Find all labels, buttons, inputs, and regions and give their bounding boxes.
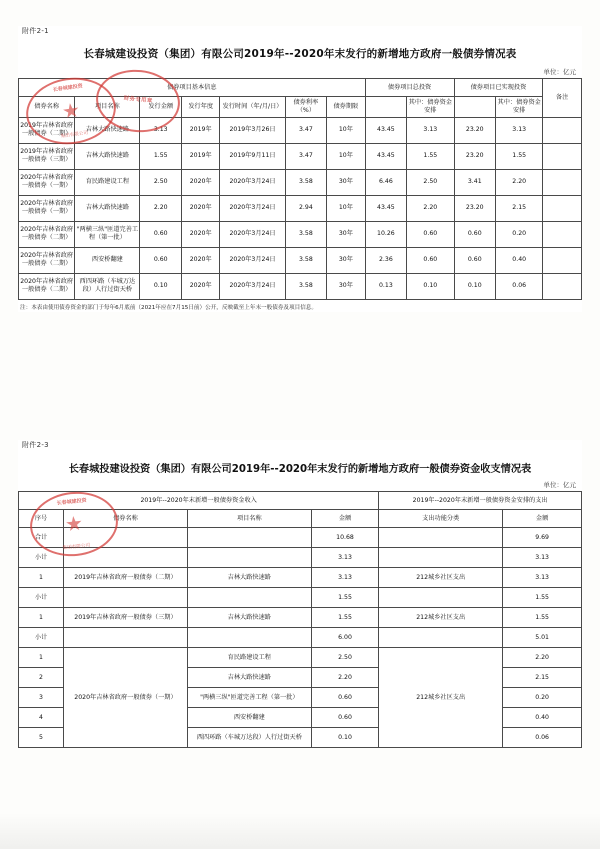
cell-amount-income: 1.55 — [311, 608, 379, 628]
th-amount-income: 金额 — [311, 510, 379, 528]
cell-project-name: 西四环路（车城万达段）人行过街天桥 — [187, 728, 311, 748]
table-row-subtotal — [19, 628, 582, 648]
unit-label-top: 单位：亿元 — [543, 68, 576, 76]
table-row — [19, 648, 582, 668]
cell-issue-year: 2020年 — [181, 195, 220, 221]
attachment-number-top: 附件2-1 — [22, 27, 49, 35]
th-remark: 备注 — [543, 79, 582, 118]
cell-amount-expense: 1.55 — [503, 608, 582, 628]
cell-bond-name: 2020年吉林省政府一般债券（二期） — [19, 221, 75, 247]
th-seq: 序号 — [19, 510, 64, 528]
cell-function-class: 212城乡社区支出 — [379, 608, 503, 628]
cell-bond-name: 2020年吉林省政府一般债券（二期） — [19, 273, 75, 299]
cell-issue-date: 2019年9月11日 — [220, 143, 285, 169]
cell-issue-year: 2020年 — [181, 221, 220, 247]
cell-function-class — [379, 528, 503, 548]
cell-term: 30年 — [327, 221, 366, 247]
cell-rate: 3.58 — [285, 273, 326, 299]
table-note: 注：本表由使用债券资金的部门于每年6月底前（2021年应在7月15日前）公开，反映截至上年末一般债券及项目信息。 — [20, 304, 317, 311]
cell-amount-expense: 2.20 — [503, 648, 582, 668]
cell-rate: 3.58 — [285, 247, 326, 273]
cell-actual-bond-fund: 0.20 — [496, 221, 543, 247]
document-section-top — [18, 26, 582, 312]
seal-bottom-text: 集团有限公司 — [62, 543, 91, 552]
cell-remark — [543, 117, 582, 143]
cell-actual-invest: 0.60 — [454, 247, 495, 273]
bond-issuance-table — [18, 78, 582, 300]
cell-remark — [543, 195, 582, 221]
cell-remark — [543, 143, 582, 169]
cell-total-bond-fund: 0.60 — [407, 221, 454, 247]
cell-issue-date: 2019年3月26日 — [220, 117, 285, 143]
cell-actual-invest: 23.20 — [454, 195, 495, 221]
cell-project-name — [187, 528, 311, 548]
cell-term: 10年 — [327, 143, 366, 169]
cell-seq: 2 — [19, 668, 64, 688]
cell-amount-expense: 5.01 — [503, 628, 582, 648]
cell-total-invest: 2.36 — [365, 247, 406, 273]
cell-remark — [543, 273, 582, 299]
table-row — [19, 247, 582, 273]
cell-amount-income: 2.50 — [311, 648, 379, 668]
cell-total-bond-fund: 2.50 — [407, 169, 454, 195]
cell-issue-date: 2020年3月24日 — [220, 247, 285, 273]
cell-bond-name: 2019年吉林省政府一般债券（二期） — [64, 568, 188, 588]
cell-amount-income: 0.60 — [311, 708, 379, 728]
cell-rate: 3.47 — [285, 143, 326, 169]
cell-amount-expense: 0.20 — [503, 688, 582, 708]
cell-function-class — [379, 548, 503, 568]
cell-remark — [543, 221, 582, 247]
cell-project-name: 吉林大路快速路 — [75, 195, 140, 221]
th-group-invest: 债券项目总投资 — [365, 79, 454, 97]
table-row — [19, 608, 582, 628]
cell-project-name — [187, 588, 311, 608]
page-title-top: 长春城建设投资（集团）有限公司2019年--2020年末发行的新增地方政府一般债券情况表 — [83, 48, 517, 60]
cell-total-bond-fund: 3.13 — [407, 117, 454, 143]
cell-total-invest: 43.45 — [365, 143, 406, 169]
cell-actual-bond-fund: 2.20 — [496, 169, 543, 195]
cell-bond-name: 2020年吉林省政府一般债券（一期） — [64, 648, 188, 748]
th-issue-amount: 发行金额 — [140, 97, 181, 118]
cell-total-bond-fund: 0.10 — [407, 273, 454, 299]
th-bond-name-2: 债券名称 — [64, 510, 188, 528]
cell-project-name: 西安桥翻建 — [187, 708, 311, 728]
th-rate: 债券利率（%） — [285, 97, 326, 118]
cell-project-name: "两横三纵"匝道完善工程（第一批） — [187, 688, 311, 708]
cell-bond-name — [64, 528, 188, 548]
th-term: 债券期限 — [327, 97, 366, 118]
cell-bond-name: 2019年吉林省政府一般债券（三期） — [19, 143, 75, 169]
cell-actual-bond-fund: 0.40 — [496, 247, 543, 273]
attachment-number-bottom: 附件2-3 — [22, 441, 49, 449]
seal-top-text: 长春城建投资 — [52, 83, 84, 94]
cell-remark — [543, 169, 582, 195]
cell-amount-expense: 0.06 — [503, 728, 582, 748]
th-issue-year: 发行年度 — [181, 97, 220, 118]
cell-actual-invest: 0.10 — [454, 273, 495, 299]
cell-function-class: 212城乡社区支出 — [379, 568, 503, 588]
cell-issue-year: 2020年 — [181, 247, 220, 273]
cell-actual-invest: 23.20 — [454, 117, 495, 143]
cell-function-class: 212城乡社区支出 — [379, 648, 503, 748]
cell-project-name: 吉林大路快速路 — [187, 668, 311, 688]
cell-issue-date: 2020年3月24日 — [220, 169, 285, 195]
cell-total-invest: 6.46 — [365, 169, 406, 195]
cell-issue-year: 2019年 — [181, 143, 220, 169]
cell-term: 10年 — [327, 195, 366, 221]
cell-issue-amount: 0.60 — [140, 221, 181, 247]
cell-amount-expense: 9.69 — [503, 528, 582, 548]
cell-amount-income: 0.60 — [311, 688, 379, 708]
cell-total-bond-fund: 2.20 — [407, 195, 454, 221]
cell-issue-amount: 0.10 — [140, 273, 181, 299]
cell-seq: 1 — [19, 608, 64, 628]
cell-actual-bond-fund: 1.55 — [496, 143, 543, 169]
cell-project-name: 育民路建设工程 — [75, 169, 140, 195]
table-row — [19, 195, 582, 221]
cell-amount-expense: 0.40 — [503, 708, 582, 728]
cell-amount-expense: 1.55 — [503, 588, 582, 608]
cell-term: 30年 — [327, 169, 366, 195]
cell-term: 30年 — [327, 247, 366, 273]
bond-issuance-body — [19, 117, 582, 299]
table-row — [19, 273, 582, 299]
th-amount-expense: 金额 — [503, 510, 582, 528]
cell-project-name — [187, 548, 311, 568]
cell-issue-amount: 1.55 — [140, 143, 181, 169]
cell-issue-date: 2020年3月24日 — [220, 221, 285, 247]
cell-total-bond-fund: 1.55 — [407, 143, 454, 169]
cell-actual-invest: 3.41 — [454, 169, 495, 195]
th-group-basic: 债券项目基本信息 — [19, 79, 366, 97]
cell-remark — [543, 247, 582, 273]
cell-project-name: "两横三纵"匝道完善工程（第一批） — [75, 221, 140, 247]
cell-issue-amount: 2.50 — [140, 169, 181, 195]
cell-project-name: 吉林大路快速路 — [187, 608, 311, 628]
th-function-class: 支出功能分类 — [379, 510, 503, 528]
cell-function-class — [379, 628, 503, 648]
cell-seq: 小计 — [19, 588, 64, 608]
cell-amount-income: 2.20 — [311, 668, 379, 688]
th-project-name-2: 项目名称 — [187, 510, 311, 528]
th-total-invest — [365, 97, 406, 118]
cell-total-invest: 43.45 — [365, 117, 406, 143]
th-project-name: 项目名称 — [75, 97, 140, 118]
cell-seq: 5 — [19, 728, 64, 748]
table-row — [19, 568, 582, 588]
th-actual-bond-fund: 其中：债券资金安排 — [496, 97, 543, 118]
cell-total-invest: 43.45 — [365, 195, 406, 221]
table-row-subtotal — [19, 548, 582, 568]
document-section-bottom — [18, 440, 582, 748]
cell-seq: 1 — [19, 568, 64, 588]
cell-amount-expense: 3.13 — [503, 568, 582, 588]
table-row — [19, 117, 582, 143]
cell-issue-amount: 3.13 — [140, 117, 181, 143]
table-row — [19, 169, 582, 195]
th-group-income: 2019年--2020年末新增一般债券资金收入 — [19, 492, 379, 510]
cell-bond-name: 2019年吉林省政府一般债券（二期） — [19, 117, 75, 143]
cell-bond-name: 2019年吉林省政府一般债券（三期） — [64, 608, 188, 628]
cell-amount-expense: 2.15 — [503, 668, 582, 688]
unit-label-bottom: 单位：亿元 — [543, 481, 576, 489]
cell-term: 10年 — [327, 117, 366, 143]
cell-seq: 1 — [19, 648, 64, 668]
cell-project-name: 吉林大路快速路 — [75, 117, 140, 143]
cell-actual-invest: 0.60 — [454, 221, 495, 247]
th-total-bond-fund: 其中：债券资金安排 — [407, 97, 454, 118]
cell-project-name: 西安桥翻建 — [75, 247, 140, 273]
cell-project-name: 育民路建设工程 — [187, 648, 311, 668]
cell-issue-year: 2020年 — [181, 169, 220, 195]
seal-label: 财务专用章 — [123, 95, 153, 105]
th-bond-name: 债券名称 — [19, 97, 75, 118]
cell-bond-name: 2020年吉林省政府一般债券（一期） — [19, 169, 75, 195]
cell-rate: 3.47 — [285, 117, 326, 143]
table-row-subtotal — [19, 588, 582, 608]
seal-bottom-text: 集团有限公司 — [60, 130, 89, 140]
cell-issue-year: 2019年 — [181, 117, 220, 143]
cell-bond-name — [64, 548, 188, 568]
th-group-expense: 2019年--2020年末新增一般债券资金安排的支出 — [379, 492, 582, 510]
cell-issue-date: 2020年3月24日 — [220, 273, 285, 299]
cell-issue-amount: 2.20 — [140, 195, 181, 221]
cell-amount-income: 1.55 — [311, 588, 379, 608]
cell-seq: 小计 — [19, 628, 64, 648]
cell-total-invest: 10.26 — [365, 221, 406, 247]
cell-term: 30年 — [327, 273, 366, 299]
th-group-actual: 债券项目已实现投资 — [454, 79, 543, 97]
cell-actual-invest: 23.20 — [454, 143, 495, 169]
table-row-total — [19, 528, 582, 548]
table-row — [19, 221, 582, 247]
page-title-bottom: 长春城投建设投资（集团）有限公司2019年--2020年末发行的新增地方政府一般债券资金收支情况表 — [68, 464, 532, 475]
cell-seq: 3 — [19, 688, 64, 708]
cell-bond-name: 2020年吉林省政府一般债券（一期） — [19, 195, 75, 221]
bond-fund-flow-body — [19, 528, 582, 748]
cell-rate: 2.94 — [285, 195, 326, 221]
cell-function-class — [379, 588, 503, 608]
cell-total-bond-fund: 0.60 — [407, 247, 454, 273]
cell-seq: 合计 — [19, 528, 64, 548]
th-issue-date: 发行时间（年/月/日） — [220, 97, 285, 118]
cell-bond-name: 2020年吉林省政府一般债券（二期） — [19, 247, 75, 273]
cell-amount-income: 6.00 — [311, 628, 379, 648]
cell-project-name: 西四环路（车城万达段）人行过街天桥 — [75, 273, 140, 299]
cell-amount-income: 0.10 — [311, 728, 379, 748]
table-row — [19, 143, 582, 169]
cell-issue-amount: 0.60 — [140, 247, 181, 273]
cell-project-name: 吉林大路快速路 — [75, 143, 140, 169]
cell-bond-name — [64, 588, 188, 608]
cell-issue-year: 2020年 — [181, 273, 220, 299]
cell-amount-income: 10.68 — [311, 528, 379, 548]
cell-actual-bond-fund: 0.06 — [496, 273, 543, 299]
cell-actual-bond-fund: 3.13 — [496, 117, 543, 143]
cell-issue-date: 2020年3月24日 — [220, 195, 285, 221]
th-actual-invest — [454, 97, 495, 118]
seal-top-text: 长春城建投资 — [56, 497, 87, 507]
cell-bond-name — [64, 628, 188, 648]
cell-rate: 3.58 — [285, 221, 326, 247]
cell-rate: 3.58 — [285, 169, 326, 195]
cell-amount-income: 3.13 — [311, 568, 379, 588]
cell-project-name: 吉林大路快速路 — [187, 568, 311, 588]
cell-seq: 4 — [19, 708, 64, 728]
scan-shadow — [0, 813, 600, 849]
cell-actual-bond-fund: 2.15 — [496, 195, 543, 221]
cell-seq: 小计 — [19, 548, 64, 568]
cell-total-invest: 0.13 — [365, 273, 406, 299]
cell-amount-expense: 3.13 — [503, 548, 582, 568]
bond-fund-flow-table — [18, 491, 582, 748]
cell-amount-income: 3.13 — [311, 548, 379, 568]
cell-project-name — [187, 628, 311, 648]
